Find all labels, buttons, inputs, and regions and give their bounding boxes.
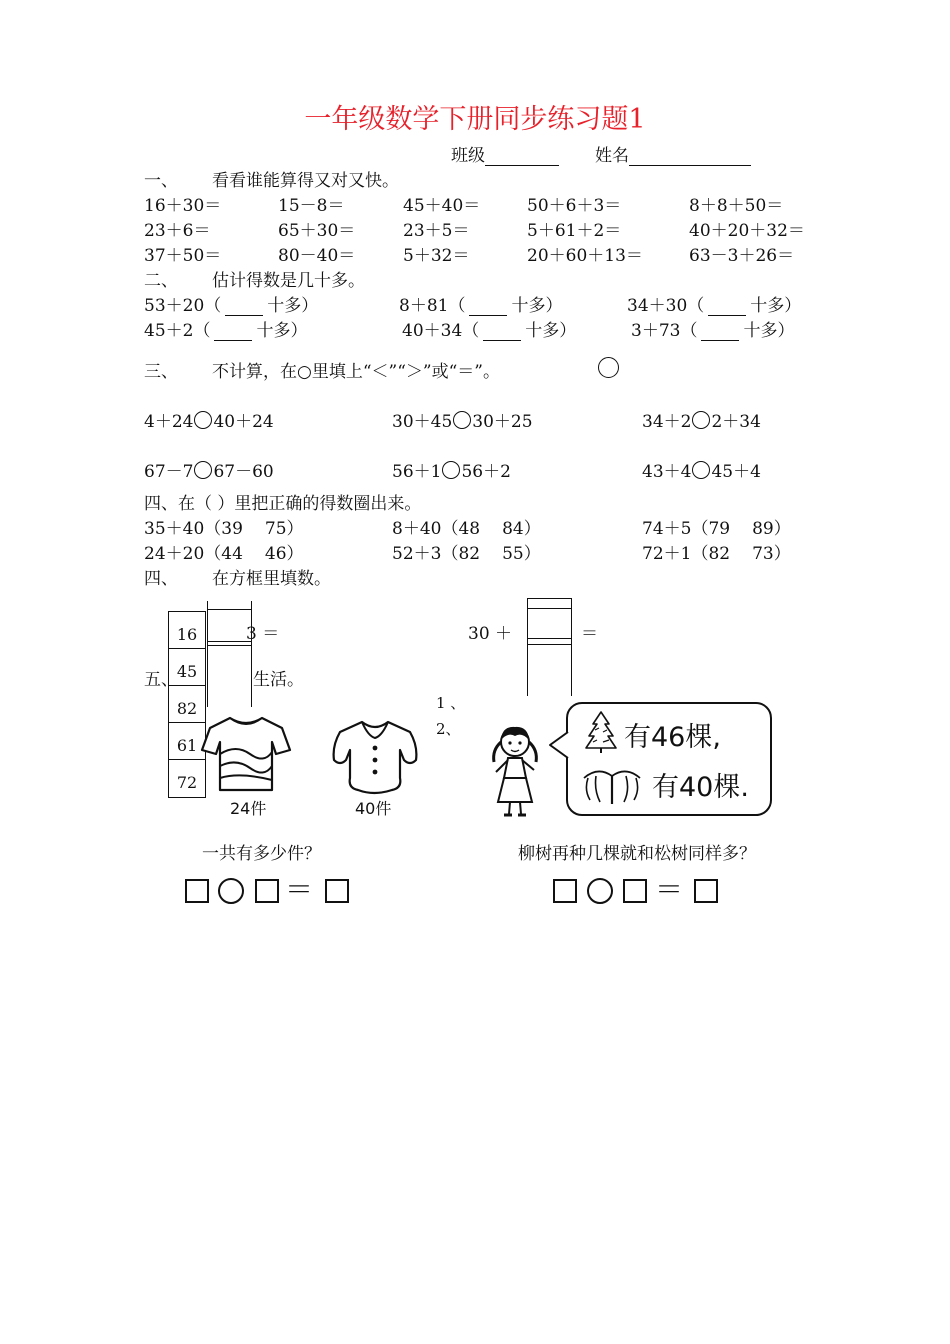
- bubble-tail-icon: [548, 730, 570, 760]
- s1-item: 23＋5＝: [403, 221, 470, 241]
- right-equation-equals: ＝: [581, 624, 598, 644]
- s1-item: 80－40＝: [278, 246, 356, 266]
- number-cell: 72: [176, 773, 198, 792]
- number-cell: 45: [169, 649, 205, 686]
- left-fill-box[interactable]: [207, 601, 252, 707]
- s1-item: 65＋30＝: [278, 221, 356, 241]
- example-circle-icon: [598, 357, 619, 378]
- s3-heading-num: 三、: [144, 362, 178, 382]
- choice-item: 24＋20（44 46）: [144, 544, 304, 564]
- answer-box[interactable]: [255, 879, 279, 903]
- s2-heading-num: 二、: [144, 271, 178, 291]
- dress-icon: [328, 716, 422, 796]
- equals-sign: ＝: [655, 873, 684, 906]
- number-cell: 61: [169, 723, 205, 760]
- estimate-item: 3＋73（ 十多）: [631, 321, 795, 341]
- compare-item: 67－7 67－60: [144, 462, 274, 482]
- class-blank: [485, 147, 559, 166]
- choice-item: 8＋40（48 84）: [392, 519, 541, 539]
- s1-item: 37＋50＝: [144, 246, 222, 266]
- pine-tree-icon: [583, 710, 619, 754]
- operator-circle[interactable]: [218, 878, 244, 904]
- s1-item: 23＋6＝: [144, 221, 211, 241]
- estimate-blank[interactable]: [701, 324, 739, 341]
- compare-item: 43＋4 45＋4: [642, 462, 761, 482]
- s1-item: 16＋30＝: [144, 196, 222, 216]
- s1-item: 5＋61＋2＝: [527, 221, 622, 241]
- number-cell: 82: [169, 686, 205, 723]
- s1-item: 15－8＝: [278, 196, 345, 216]
- right-fill-box[interactable]: [527, 598, 572, 696]
- estimate-blank[interactable]: [225, 299, 263, 316]
- dress-caption: 40件: [355, 799, 392, 818]
- s1-heading: 看看谁能算得又对又快。: [212, 171, 399, 191]
- willow-tree-icon: [578, 762, 646, 806]
- item-1-label: 1 、: [436, 694, 466, 712]
- name-label: 姓名: [595, 146, 629, 166]
- s1-item: 40＋20＋32＝: [689, 221, 805, 241]
- s1-item: 45＋40＝: [403, 196, 481, 216]
- left-equation-fragment: 3 ＝: [246, 624, 280, 644]
- question-2: 柳树再种几棵就和松树同样多？: [518, 844, 756, 864]
- name-field: [595, 146, 751, 166]
- answer-box[interactable]: [694, 879, 718, 903]
- s6-heading: 生活。: [253, 670, 304, 690]
- s1-item: 50＋6＋3＝: [527, 196, 622, 216]
- answer-box[interactable]: [553, 879, 577, 903]
- s5-heading-num: 四、: [144, 569, 178, 589]
- number-cell: 16: [169, 612, 205, 649]
- answer-box[interactable]: [185, 879, 209, 903]
- shirt-icon: [200, 714, 292, 796]
- pine-tree-count: 有46棵,: [624, 722, 721, 753]
- shirt-caption: 24件: [230, 799, 267, 818]
- s1-heading-num: 一、: [144, 171, 178, 191]
- answer-box[interactable]: [623, 879, 647, 903]
- choice-item: 35＋40（39 75）: [144, 519, 304, 539]
- right-equation-prefix: 30 ＋: [468, 624, 513, 644]
- estimate-blank[interactable]: [708, 299, 746, 316]
- compare-circle[interactable]: [194, 411, 212, 429]
- estimate-item: 40＋34（ 十多）: [402, 321, 577, 341]
- equals-sign: ＝: [285, 873, 314, 906]
- estimate-blank[interactable]: [469, 299, 507, 316]
- compare-circle[interactable]: [453, 411, 471, 429]
- estimate-blank[interactable]: [483, 324, 521, 341]
- s1-item: 5＋32＝: [403, 246, 470, 266]
- compare-circle[interactable]: [692, 411, 710, 429]
- estimate-blank[interactable]: [214, 324, 252, 341]
- s2-heading: 估计得数是几十多。: [212, 271, 365, 291]
- s1-item: 20＋60＋13＝: [527, 246, 643, 266]
- name-blank: [629, 147, 751, 166]
- s3-heading: 不计算，在○里填上“＜”“＞”或“＝”。: [212, 362, 500, 382]
- s1-item: 63－3＋26＝: [689, 246, 795, 266]
- s5-heading: 在方框里填数。: [212, 569, 331, 589]
- girl-icon: [484, 722, 546, 820]
- compare-circle[interactable]: [194, 461, 212, 479]
- choice-item: 52＋3（82 55）: [392, 544, 541, 564]
- s4-heading: 四、在（ ）里把正确的得数圈出来。: [144, 494, 422, 514]
- estimate-item: 8＋81（ 十多）: [399, 296, 563, 316]
- compare-circle[interactable]: [442, 461, 460, 479]
- s1-item: 8＋8＋50＝: [689, 196, 784, 216]
- estimate-item: 53＋20（ 十多）: [144, 296, 319, 316]
- compare-item: 30＋45 30＋25: [392, 412, 533, 432]
- choice-item: 74＋5（79 89）: [642, 519, 791, 539]
- compare-item: 4＋24 40＋24: [144, 412, 274, 432]
- class-field: [451, 146, 559, 166]
- item-2-label: 2、: [436, 720, 461, 738]
- operator-circle[interactable]: [587, 878, 613, 904]
- compare-item: 34＋2 2＋34: [642, 412, 761, 432]
- s6-heading-num: 五、: [144, 670, 178, 690]
- estimate-item: 45＋2（ 十多）: [144, 321, 308, 341]
- answer-box[interactable]: [325, 879, 349, 903]
- choice-item: 72＋1（82 73）: [642, 544, 791, 564]
- class-label: 班级: [451, 146, 485, 166]
- compare-circle[interactable]: [692, 461, 710, 479]
- willow-tree-count: 有40棵.: [652, 772, 749, 803]
- compare-item: 56＋1 56＋2: [392, 462, 511, 482]
- estimate-item: 34＋30（ 十多）: [627, 296, 802, 316]
- page-title: 一年级数学下册同步练习题1: [304, 104, 646, 135]
- question-1: 一共有多少件？: [202, 844, 321, 864]
